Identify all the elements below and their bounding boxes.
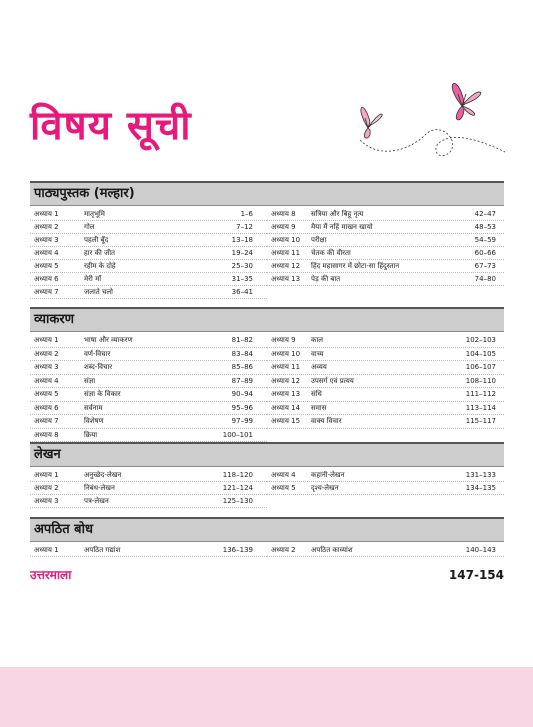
- section-heading: पाठ्यपुस्तक (मल्हार): [30, 181, 504, 206]
- toc-column-right: [267, 544, 504, 557]
- chapter-title: शब्द-विचार: [84, 363, 113, 371]
- toc-row[interactable]: [267, 234, 504, 247]
- chapter-title: पेड़ की बात: [311, 275, 341, 283]
- toc-row[interactable]: [30, 388, 267, 402]
- chapter-pages: 115–117: [465, 417, 496, 425]
- chapter-pages: 108–110: [465, 376, 496, 385]
- toc-column-left: [30, 544, 267, 557]
- chapter-title: सत्रिया और बिहू नृत्य: [311, 210, 364, 218]
- chapter-pages: 104–105: [465, 349, 496, 358]
- chapter-title: भाषा और व्याकरण: [84, 336, 133, 344]
- chapter-number: अध्याय 4: [34, 249, 59, 257]
- page-title: विषय सूची: [30, 103, 192, 149]
- chapter-pages: 81–82: [231, 336, 253, 344]
- toc-row[interactable]: [267, 361, 504, 375]
- toc-row[interactable]: [267, 221, 504, 234]
- chapter-title: अनुच्छेद-लेखन: [84, 471, 122, 479]
- chapter-pages: 31–35: [231, 275, 253, 283]
- chapter-pages: 100–101: [222, 430, 253, 439]
- chapter-title: पहली बूँद: [84, 236, 109, 244]
- chapter-title: वर्ण-विचार: [84, 349, 111, 358]
- chapter-pages: 106–107: [465, 363, 496, 371]
- toc-row[interactable]: [30, 495, 267, 508]
- chapter-pages: 113–114: [465, 403, 496, 412]
- chapter-number: अध्याय 12: [271, 262, 301, 270]
- chapter-number: अध्याय 1: [34, 546, 59, 554]
- chapter-number: अध्याय 5: [271, 484, 296, 492]
- chapter-number: अध्याय 6: [34, 275, 59, 283]
- chapter-number: अध्याय 2: [34, 223, 59, 231]
- chapter-number: अध्याय 5: [34, 390, 59, 398]
- chapter-pages: 83–84: [231, 349, 253, 358]
- chapter-number: अध्याय 2: [34, 349, 59, 358]
- chapter-title: संज्ञा: [84, 376, 96, 385]
- chapter-number: अध्याय 3: [34, 236, 59, 244]
- toc-row[interactable]: [30, 208, 267, 221]
- chapter-number: अध्याय 4: [271, 471, 296, 479]
- chapter-number: अध्याय 9: [271, 223, 296, 231]
- chapter-title: जलाते चलो: [84, 288, 113, 296]
- chapter-pages: 13–18: [231, 236, 253, 244]
- chapter-pages: 90–94: [231, 390, 253, 398]
- toc-row[interactable]: [30, 375, 267, 389]
- chapter-number: अध्याय 10: [271, 349, 301, 358]
- chapter-pages: 131–133: [465, 471, 496, 479]
- chapter-pages: 25–30: [231, 262, 253, 270]
- chapter-pages: 60–66: [474, 249, 496, 257]
- chapter-number: अध्याय 2: [34, 484, 59, 492]
- chapter-number: अध्याय 6: [34, 403, 59, 412]
- chapter-number: अध्याय 2: [271, 546, 296, 554]
- chapter-pages: 87–89: [231, 376, 253, 385]
- chapter-title: कहानी-लेखन: [311, 471, 345, 479]
- chapter-pages: 121–124: [222, 484, 253, 492]
- section-heading: व्याकरण: [30, 307, 504, 332]
- chapter-title: वाक्य विचार: [311, 417, 342, 425]
- toc-column-right: [267, 208, 504, 299]
- chapter-title: समास: [311, 403, 327, 412]
- chapter-pages: 125–130: [222, 497, 253, 505]
- chapter-pages: 85–86: [231, 363, 253, 371]
- section-textbook: [30, 181, 504, 299]
- toc-row[interactable]: [30, 361, 267, 375]
- chapter-title: विशेषण: [84, 417, 104, 425]
- toc-row[interactable]: [267, 334, 504, 348]
- chapter-title: मैया मैं नहिं माखन खायो: [311, 223, 373, 231]
- toc-row[interactable]: [267, 388, 504, 402]
- chapter-title: पत्र-लेखन: [84, 497, 109, 505]
- chapter-number: अध्याय 14: [271, 403, 301, 412]
- toc-row[interactable]: [30, 234, 267, 247]
- toc-row[interactable]: [30, 286, 267, 299]
- toc-row[interactable]: [30, 273, 267, 286]
- chapter-title: परीक्षा: [311, 236, 327, 244]
- chapter-title: अपठित काव्यांश: [311, 546, 353, 554]
- chapter-number: अध्याय 1: [34, 210, 59, 218]
- toc-row[interactable]: [267, 375, 504, 389]
- section-writing: [30, 442, 504, 508]
- toc-column-right: [267, 469, 504, 508]
- toc-row[interactable]: [267, 544, 504, 557]
- chapter-title: उपसर्ग एवं प्रत्यय: [311, 376, 354, 385]
- chapter-number: अध्याय 9: [271, 336, 296, 344]
- chapter-title: काल: [311, 336, 323, 344]
- answers-row[interactable]: [30, 566, 504, 583]
- chapter-pages: 36–41: [231, 288, 253, 296]
- chapter-title: गोल: [84, 223, 95, 231]
- chapter-number: अध्याय 4: [34, 376, 59, 385]
- toc-row[interactable]: [30, 429, 267, 443]
- chapter-title: चेतक की वीरता: [311, 249, 351, 257]
- section-grammar: [30, 307, 504, 442]
- chapter-pages: 1–6: [240, 210, 253, 218]
- toc-row[interactable]: [30, 469, 267, 482]
- section-heading: लेखन: [30, 442, 504, 467]
- section-heading: अपठित बोध: [30, 517, 504, 542]
- chapter-pages: 95–96: [231, 403, 253, 412]
- chapter-number: अध्याय 7: [34, 288, 59, 296]
- toc-row[interactable]: [267, 260, 504, 273]
- chapter-title: हार की जीत: [84, 249, 116, 257]
- chapter-number: अध्याय 13: [271, 390, 301, 398]
- answers-pages: 147-154: [448, 567, 504, 582]
- chapter-number: अध्याय 12: [271, 376, 301, 385]
- toc-row[interactable]: [30, 415, 267, 429]
- chapter-pages: 118–120: [222, 471, 253, 479]
- section-unseen-comprehension: [30, 517, 504, 557]
- chapter-pages: 54–59: [474, 236, 496, 244]
- chapter-pages: 136–139: [222, 546, 253, 554]
- chapter-title: दृश्य-लेखन: [311, 484, 339, 492]
- chapter-number: अध्याय 11: [271, 363, 301, 371]
- chapter-number: अध्याय 13: [271, 275, 301, 283]
- chapter-number: अध्याय 1: [34, 336, 59, 344]
- chapter-number: अध्याय 10: [271, 236, 301, 244]
- chapter-number: अध्याय 1: [34, 471, 59, 479]
- chapter-pages: 134–135: [465, 484, 496, 492]
- chapter-pages: 67–73: [474, 262, 496, 270]
- chapter-number: अध्याय 8: [271, 210, 296, 218]
- chapter-number: अध्याय 5: [34, 262, 59, 270]
- toc-row[interactable]: [267, 247, 504, 260]
- chapter-number: अध्याय 8: [34, 430, 59, 439]
- toc-row[interactable]: [267, 482, 504, 495]
- chapter-pages: 19–24: [231, 249, 253, 257]
- answers-label: उत्तरमाला: [30, 568, 72, 582]
- chapter-pages: 48–53: [474, 223, 496, 231]
- chapter-title: वाच्य: [311, 349, 324, 358]
- toc-row[interactable]: [30, 334, 267, 348]
- toc-row[interactable]: [267, 208, 504, 221]
- chapter-title: मातृभूमि: [84, 210, 105, 218]
- chapter-pages: 7–12: [236, 223, 253, 231]
- chapter-number: अध्याय 15: [271, 417, 301, 425]
- toc-row[interactable]: [267, 402, 504, 416]
- chapter-title: मेरी माँ: [84, 275, 102, 283]
- chapter-number: अध्याय 3: [34, 497, 59, 505]
- chapter-title: अव्यय: [311, 363, 327, 371]
- toc-column-left: [30, 469, 267, 508]
- toc-row[interactable]: [30, 348, 267, 362]
- butterfly-illustration: [340, 80, 510, 170]
- chapter-pages: 97–99: [231, 417, 253, 425]
- chapter-title: संधि: [311, 390, 322, 398]
- toc-column-left: [30, 334, 267, 442]
- chapter-number: अध्याय 7: [34, 417, 59, 425]
- toc-column-left: [30, 208, 267, 299]
- toc-row[interactable]: [30, 544, 267, 557]
- chapter-title: हिंद महासागर में छोटा-सा हिंदुस्तान: [311, 262, 400, 270]
- chapter-number: अध्याय 3: [34, 363, 59, 371]
- chapter-pages: 42–47: [474, 210, 496, 218]
- toc-row[interactable]: [267, 348, 504, 362]
- toc-row[interactable]: [30, 221, 267, 234]
- footer-band: [0, 667, 533, 727]
- toc-row[interactable]: [30, 482, 267, 495]
- toc-row[interactable]: [267, 469, 504, 482]
- chapter-title: अपठित गद्यांश: [84, 546, 121, 554]
- toc-row[interactable]: [267, 415, 504, 429]
- toc-row[interactable]: [30, 402, 267, 416]
- chapter-pages: 74–80: [474, 275, 496, 283]
- chapter-title: रहीम के दोहे: [84, 262, 116, 270]
- chapter-title: निबंध-लेखन: [84, 484, 115, 492]
- chapter-title: क्रिया: [84, 430, 98, 439]
- toc-row[interactable]: [30, 260, 267, 273]
- chapter-title: संज्ञा के विकार: [84, 390, 121, 398]
- chapter-number: अध्याय 11: [271, 249, 301, 257]
- chapter-pages: 140–143: [465, 546, 496, 554]
- chapter-title: सर्वनाम: [84, 403, 103, 412]
- toc-column-right: [267, 334, 504, 442]
- toc-row[interactable]: [30, 247, 267, 260]
- chapter-pages: 111–112: [465, 390, 496, 398]
- chapter-pages: 102–103: [465, 336, 496, 344]
- toc-row[interactable]: [267, 273, 504, 286]
